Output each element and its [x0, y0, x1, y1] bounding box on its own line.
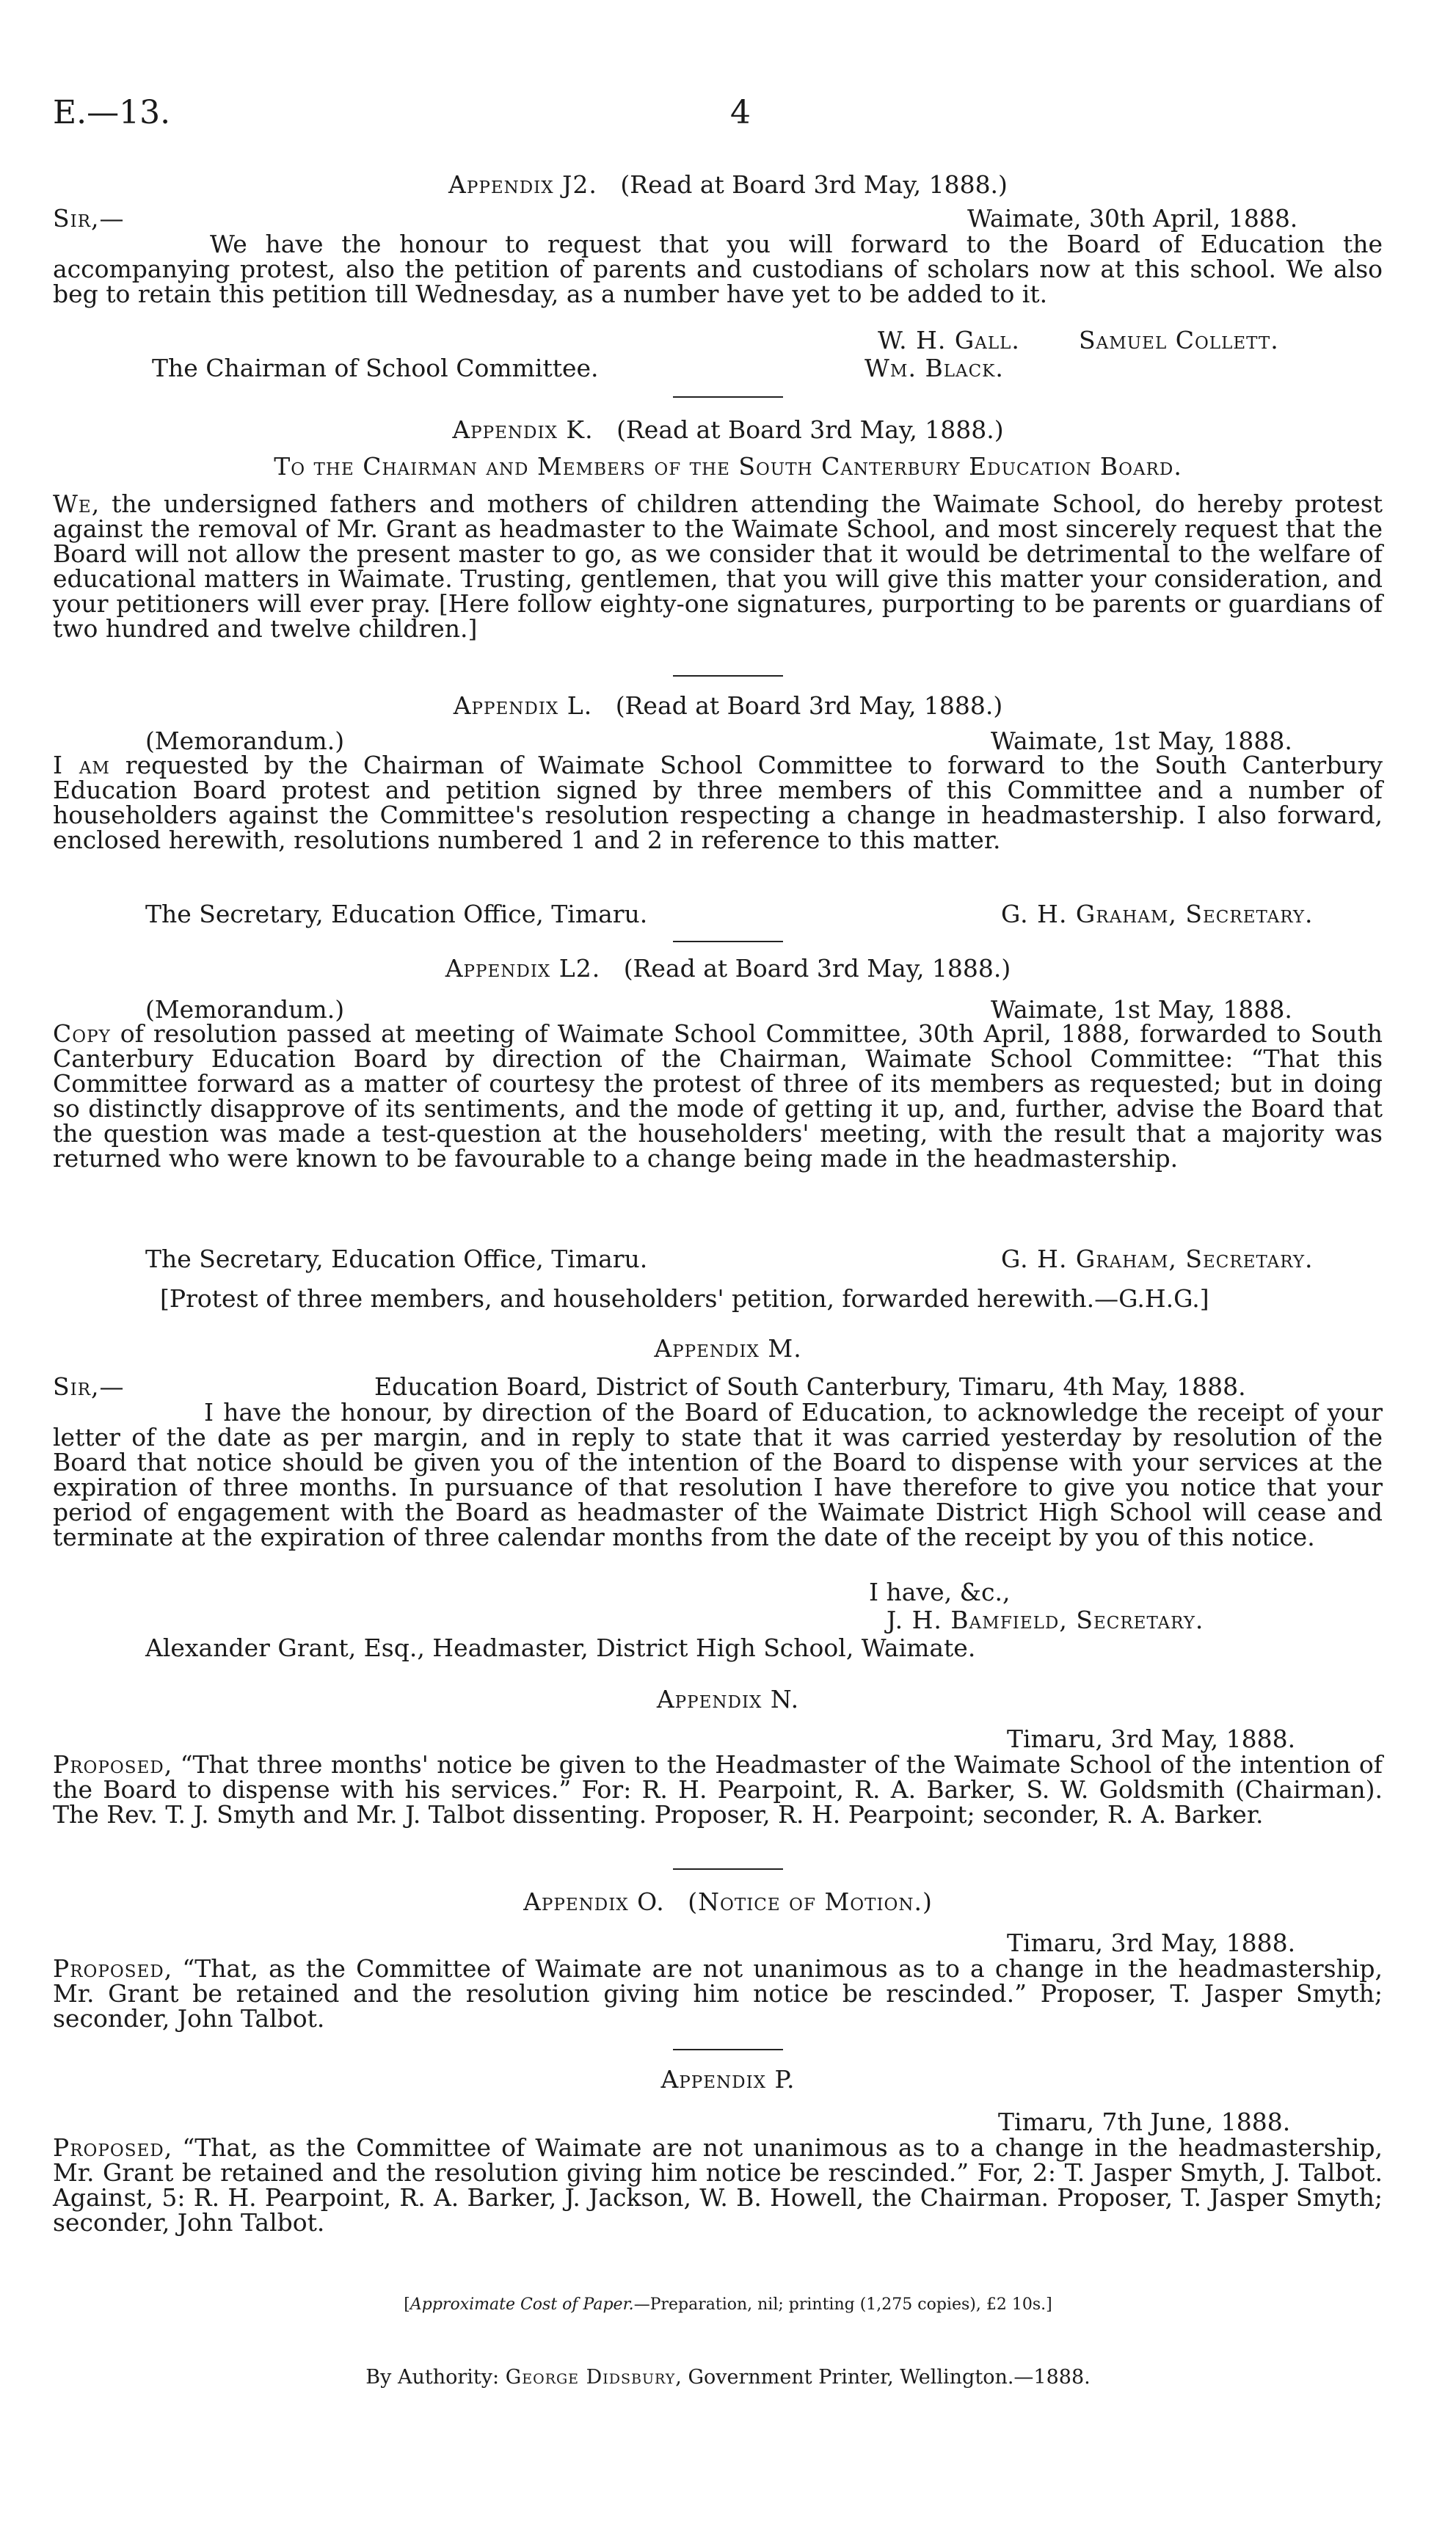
- divider: [673, 1868, 783, 1870]
- appendix-l2-addressee: The Secretary, Education Office, Timaru.: [145, 1245, 648, 1273]
- appendix-k-address: To the Chairman and Members of the South Canterbury Education Board.: [274, 452, 1182, 481]
- appendix-l-addressee: The Secretary, Education Office, Timaru.: [145, 900, 648, 928]
- appendix-j2-date: Waimate, 30th April, 1888.: [967, 204, 1298, 233]
- appendix-l2-lead: Copy: [53, 1019, 111, 1048]
- appendix-k-heading: [0, 415, 1456, 444]
- appendix-j2-heading: [0, 170, 1456, 199]
- appendix-k-lead: We: [53, 489, 92, 518]
- footer-prefix: By Authority:: [365, 2366, 500, 2389]
- appendix-l-signature: G. H. Graham, Secretary.: [1001, 900, 1314, 928]
- appendix-l-date: Waimate, 1st May, 1888.: [991, 726, 1292, 755]
- appendix-j2-signature-collett: Samuel Collett.: [1079, 326, 1279, 354]
- appendix-l2-text: of resolution passed at meeting of Waimate School Committee, 30th April, 1888, forwarded to South Canterbury Education Board by direction of the Chairman, Waimate School Committee: “That this Committee forward as a matter of courtesy the protest of three of its members as requested; but in doing so distinctly disapprove of its sentiments, and the mode of getting it up, and, further, advise the Board that the question was made a test-question at the householders' meeting, with the result that a majority was returned who were known to be favourable to a change being made in the headmastership.: [53, 1019, 1383, 1173]
- appendix-o-date: Timaru, 3rd May, 1888.: [1007, 1929, 1296, 1957]
- appendix-l-title: Appendix L.: [453, 691, 593, 720]
- divider: [673, 396, 783, 398]
- appendix-n-text: , “That three months' notice be given to the Headmaster of the Waimate School of the intention of the Board to dispense with his services.” For: R. H. Pearpoint, R. A. Barker, S. W. Goldsmith (Chairman). The Rev. T. J. Smyth and Mr. J. Talbot dissenting. Proposer, R. H. Pearpoint; seconder, R. A. Barker.: [53, 1750, 1383, 1829]
- appendix-l-text: requested by the Chairman of Waimate School Committee to forward to the South Canterbury Education Board protest and petition signed by three members of this Committee and a number of householders against the Committee's resolution respecting a change in headmastership. I also forward, enclosed herewith, resolutions numbered 1 and 2 in reference to this matter.: [53, 751, 1383, 854]
- appendix-l2-date: Waimate, 1st May, 1888.: [991, 995, 1292, 1024]
- appendix-k-text: , the undersigned fathers and mothers of children attending the Waimate School, do hereby protest against the removal of Mr. Grant as headmaster to the Waimate School, and most sincerely request that the Board will not allow the present master to go, as we consider that it would be detrimental to the welfare of educational matters in Waimate. Trusting, gentlemen, that you will give this matter your consideration, and your petitioners will ever pray. [Here follow eighty-one signatures, purporting to be parents or guardians of two hundred and twelve children.]: [53, 489, 1383, 643]
- appendix-l2-memo: (Memorandum.): [145, 995, 345, 1024]
- divider: [673, 2049, 783, 2050]
- appendix-o-text: , “That, as the Committee of Waimate are not unanimous as to a change in the headmastership, Mr. Grant be retained and the resolution giving him notice be rescinded.” Proposer, T. Jasper Smyth; seconder, John Talbot.: [53, 1954, 1383, 2033]
- appendix-o-note: (Notice of Motion.): [688, 1887, 933, 1916]
- appendix-m-signature: J. H. Bamfield, Secretary.: [887, 1606, 1204, 1634]
- appendix-m-addressee: Alexander Grant, Esq., Headmaster, District High School, Waimate.: [145, 1634, 976, 1662]
- document-reference: E.—13.: [53, 94, 171, 131]
- appendix-l2-note: (Read at Board 3rd May, 1888.): [623, 954, 1011, 983]
- appendix-l2-heading: [0, 954, 1456, 983]
- page-number: 4: [730, 94, 751, 131]
- footer-printer: George Didsbury: [505, 2366, 676, 2389]
- appendix-o-body: [53, 1956, 1383, 2031]
- appendix-n-date: Timaru, 3rd May, 1888.: [1007, 1725, 1296, 1753]
- appendix-n-lead: Proposed: [53, 1750, 164, 1779]
- appendix-j2-signature-gall: W. H. Gall.: [878, 326, 1020, 354]
- appendix-p-date: Timaru, 7th June, 1888.: [998, 2108, 1291, 2136]
- appendix-l2-postscript: [Protest of three members, and householders' petition, forwarded herewith.—G.H.G.]: [160, 1284, 1209, 1313]
- appendix-k-title: Appendix K.: [452, 415, 594, 444]
- appendix-o-lead: Proposed: [53, 1954, 164, 1983]
- appendix-m-salutation: Sir,—: [53, 1372, 125, 1401]
- appendix-m-body: I have the honour, by direction of the Board of Education, to acknowledge the receipt of your letter of the date as per margin, and in reply to state that it was carried yesterday by resolution of the Board that notice should be given you of the intention of the Board to dispense with your services at the expiration of three months. In pursuance of that resolution I have therefore to give you notice that your period of engagement with the Board as headmaster of the Waimate District High School will cease and terminate at the expiration of three calendar months from the date of the receipt by you of this notice.: [53, 1398, 1383, 1551]
- appendix-o-title: Appendix O.: [523, 1887, 665, 1916]
- appendix-l-memo: (Memorandum.): [145, 726, 345, 755]
- appendix-m-title: Appendix M.: [654, 1334, 802, 1363]
- footer-suffix: , Government Printer, Wellington.—1888.: [675, 2366, 1091, 2389]
- appendix-k-note: (Read at Board 3rd May, 1888.): [616, 415, 1004, 444]
- divider: [673, 941, 783, 942]
- appendix-p-lead: Proposed: [53, 2133, 164, 2162]
- appendix-n-title: Appendix N.: [656, 1685, 800, 1714]
- cost-note: [Approximate Cost of Paper.—Preparation, nil; printing (1,275 copies), £2 10s.]: [404, 2295, 1052, 2314]
- appendix-p-title: Appendix P.: [660, 2065, 796, 2094]
- cost-text: —Preparation, nil; printing (1,275 copies), £2 10s.: [633, 2295, 1046, 2314]
- appendix-l-lead: I am: [53, 751, 110, 779]
- appendix-m-closing: I have, &c.,: [869, 1578, 1011, 1606]
- appendix-j2-body: We have the honour to request that you will forward to the Board of Education the accompanying protest, also the petition of parents and custodians of scholars now at this school. We also beg to retain this petition till Wednesday, as a number have yet to be added to it.: [53, 230, 1383, 308]
- appendix-m-dateline: Education Board, District of South Canterbury, Timaru, 4th May, 1888.: [374, 1372, 1246, 1401]
- appendix-k-body: [53, 489, 1383, 643]
- appendix-l2-body: [53, 1021, 1383, 1171]
- appendix-j2-addressee: The Chairman of School Committee.: [152, 354, 599, 382]
- appendix-l-body: [53, 753, 1383, 853]
- printer-footer: [0, 2366, 1456, 2389]
- appendix-j2-title: Appendix J2.: [448, 170, 597, 199]
- appendix-l-heading: [0, 691, 1456, 720]
- appendix-j2-signature-black: Wm. Black.: [864, 354, 1004, 382]
- appendix-o-heading: [0, 1887, 1456, 1916]
- divider: [673, 675, 783, 677]
- appendix-l-note: (Read at Board 3rd May, 1888.): [615, 691, 1003, 720]
- cost-label: Approximate Cost of Paper.: [410, 2295, 634, 2314]
- appendix-j2-note: (Read at Board 3rd May, 1888.): [620, 170, 1008, 199]
- appendix-n-body: [53, 1752, 1383, 1827]
- appendix-l2-signature: G. H. Graham, Secretary.: [1001, 1245, 1314, 1273]
- appendix-p-text: , “That, as the Committee of Waimate are not unanimous as to a change in the headmastership, Mr. Grant be retained and the resolution giving him notice be rescinded.” For, 2: T. Jasper Smyth, J. Talbot. Against, 5: R. H. Pearpoint, R. A. Barker, J. Jackson, W. B. Howell, the Chairman. Proposer, T. Jasper Smyth; seconder, John Talbot.: [53, 2133, 1383, 2237]
- appendix-p-body: [53, 2135, 1383, 2235]
- appendix-l2-title: Appendix L2.: [445, 954, 601, 983]
- appendix-j2-salutation: Sir,—: [53, 204, 125, 233]
